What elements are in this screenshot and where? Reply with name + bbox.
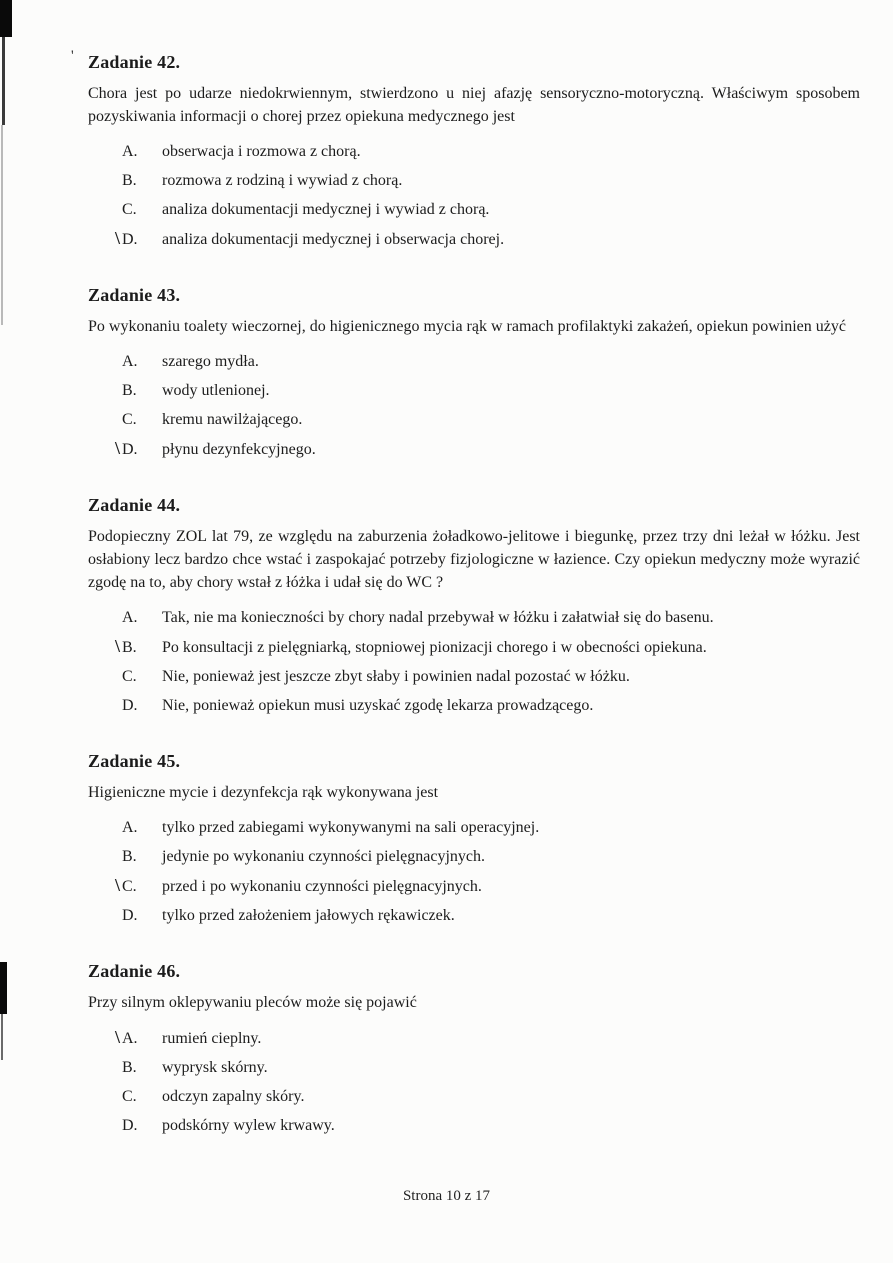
option-letter: C. [122,1088,137,1105]
options-list [88,1026,860,1137]
task-body: Po wykonaniu toalety wieczornej, do higienicznego mycia rąk w ramach profilaktyki zakażeń, opiekun powinien użyć [88,318,846,335]
option-row [102,350,860,373]
option-letter: A. [122,143,138,160]
options-list [88,140,860,251]
option-letter: A. [122,1030,138,1047]
option-text: jedynie po wykonaniu czynności pielęgnacyjnych. [162,848,486,865]
option-letter: A. [122,609,138,626]
answer-mark: \ [114,438,120,458]
option-letter: B. [122,382,137,399]
option-text: Nie, ponieważ opiekun musi uzyskać zgodę lekarza prowadzącego. [162,697,594,714]
task-title [71,48,860,73]
option-row [102,437,860,461]
option-letter: D. [122,1117,138,1134]
option-text: rozmowa z rodziną i wywiad z chorą. [162,172,403,189]
option-row [102,874,860,898]
task-44 [88,495,860,717]
option-text: Tak, nie ma konieczności by chory nadal przebywał w łóżku i załatwiał się do basenu. [162,609,714,626]
option-text: płynu dezynfekcyjnego. [162,441,316,458]
options-list [88,816,860,927]
task-title-text: Zadanie 42. [88,52,181,72]
option-letter: D. [122,231,138,248]
option-text: tylko przed założeniem jałowych rękawiczek. [162,907,455,924]
task-45 [88,751,860,927]
option-row [102,140,860,163]
task-46 [88,961,860,1137]
option-letter: B. [122,848,137,865]
scan-artifact-edge-faint [1,125,3,325]
option-row [102,408,860,431]
option-letter: A. [122,353,138,370]
scan-artifact-mid-line [1,1014,3,1060]
option-text: szarego mydła. [162,353,259,370]
option-text: kremu nawilżającego. [162,411,303,428]
option-text: rumień cieplny. [162,1030,262,1047]
option-text: obserwacja i rozmowa z chorą. [162,143,361,160]
task-43 [88,285,860,461]
option-text: Po konsultacji z pielęgniarką, stopniowej pionizacji chorego i w obecności opiekuna. [162,639,707,656]
option-text: Nie, ponieważ jest jeszcze zbyt słaby i powinien nadal pozostać w łóżku. [162,668,630,685]
options-list [88,350,860,461]
task-42 [71,48,860,251]
page-content [71,48,860,1171]
option-row [102,904,860,927]
option-letter: B. [122,639,137,656]
page-number: Strona 10 z 17 [402,1188,491,1204]
option-text: tylko przed zabiegami wykonywanymi na sali operacyjnej. [162,819,540,836]
answer-mark: \ [114,1027,120,1047]
option-row [102,1114,860,1137]
option-row [102,1085,860,1108]
option-row [102,845,860,868]
task-body: Higieniczne mycie i dezynfekcja rąk wykonywana jest [88,784,439,801]
option-row [102,1056,860,1079]
option-row [102,606,860,629]
scan-artifact-corner [0,0,12,37]
task-body: Podopieczny ZOL lat 79, ze względu na zaburzenia żoładkowo-jelitowe i biegunkę, przez trzy dni leżał w łóżku. Jest osłabiony lecz bardzo chce wstać i zaspokajać potrzeby fizjologiczne w łazience. Czy opiekun medyczny może wyrazić zgodę na to, aby chory wstał z łóżka i udał się do WC ? [88,528,860,591]
task-body: Chora jest po udarze niedokrwiennym, stwierdzono u niej afazję sensoryczno-motoryczną. Właściwym sposobem pozyskiwania informacji o chorej przez opiekuna medycznego jest [88,85,860,125]
task-body: Przy silnym oklepywaniu pleców może się pojawić [88,994,417,1011]
option-text: podskórny wylew krwawy. [162,1117,335,1134]
option-text: analiza dokumentacji medycznej i obserwacja chorej. [162,231,505,248]
option-text: wyprysk skórny. [162,1059,268,1076]
option-row [102,816,860,839]
option-row [102,635,860,659]
option-row [102,227,860,251]
task-title: Zadanie 46. [88,961,181,981]
option-letter: C. [122,878,137,895]
task-title: Zadanie 43. [88,285,181,305]
option-letter: B. [122,172,137,189]
option-letter: D. [122,697,138,714]
option-letter: C. [122,668,137,685]
option-row [102,379,860,402]
option-letter: B. [122,1059,137,1076]
option-text: przed i po wykonaniu czynności pielęgnacyjnych. [162,878,482,895]
option-row [102,694,860,717]
option-letter: C. [122,411,137,428]
option-letter: D. [122,441,138,458]
options-list [88,606,860,717]
option-letter: D. [122,907,138,924]
task-title: Zadanie 45. [88,751,181,771]
option-letter: C. [122,201,137,218]
handwritten-tick: ' [71,48,74,64]
scan-artifact-edge-line [2,37,5,125]
option-text: wody utlenionej. [162,382,270,399]
option-text: odczyn zapalny skóry. [162,1088,305,1105]
answer-mark: \ [114,636,120,656]
option-row [102,665,860,688]
answer-mark: \ [114,875,120,895]
option-text: analiza dokumentacji medycznej i wywiad z chorą. [162,201,490,218]
task-title: Zadanie 44. [88,495,181,515]
scan-artifact-mid-bar [0,962,7,1014]
option-row [102,169,860,192]
option-row [102,1026,860,1050]
answer-mark: \ [114,228,120,248]
option-row [102,198,860,221]
option-letter: A. [122,819,138,836]
